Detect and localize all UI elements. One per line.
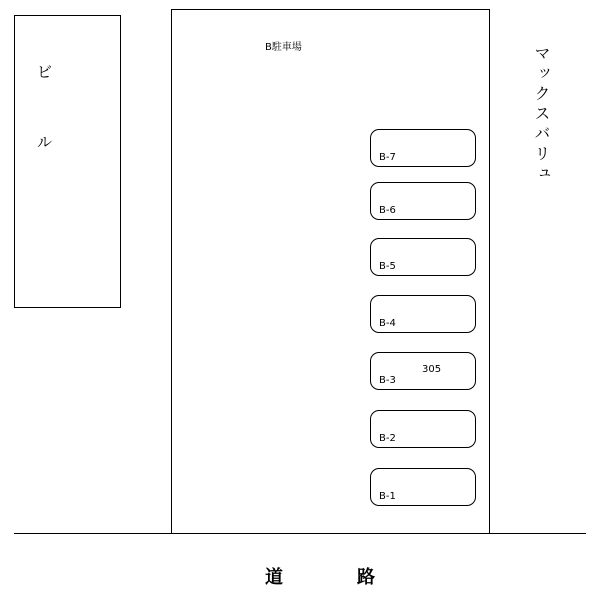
- parking-slot[interactable]: [370, 238, 476, 276]
- parking-slot[interactable]: [370, 295, 476, 333]
- slot-id: B-1: [379, 491, 396, 502]
- road-label-2: 路: [357, 567, 375, 588]
- neighbor-store-label: マックスバリュ: [532, 45, 551, 185]
- slot-id: B-2: [379, 433, 396, 444]
- building-label-1: ビ: [37, 63, 53, 81]
- parking-slot[interactable]: [370, 182, 476, 220]
- parking-slot[interactable]: [370, 468, 476, 506]
- road-edge-line: [14, 533, 586, 534]
- parking-slot[interactable]: [370, 129, 476, 167]
- slot-id: B-6: [379, 205, 396, 216]
- parking-slot[interactable]: [370, 352, 476, 390]
- slot-id: B-5: [379, 261, 396, 272]
- parking-lot-title: B駐車場: [265, 42, 302, 53]
- slot-id: B-7: [379, 152, 396, 163]
- slot-number: 305: [422, 364, 442, 375]
- building-outline: [14, 15, 121, 308]
- parking-slot[interactable]: [370, 410, 476, 448]
- slot-id: B-3: [379, 375, 396, 386]
- building-label-2: ル: [37, 133, 53, 151]
- slot-id: B-4: [379, 318, 396, 329]
- road-label-1: 道: [265, 567, 283, 588]
